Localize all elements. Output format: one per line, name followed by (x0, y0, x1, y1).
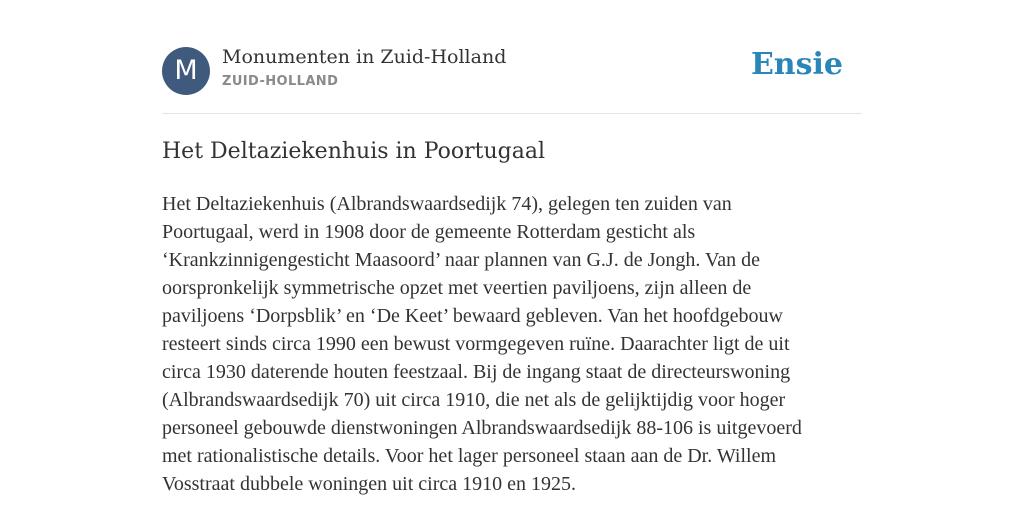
entry-card (162, 0, 862, 495)
source-avatar[interactable]: M (162, 47, 210, 95)
source-subtitle: ZUID-HOLLAND (222, 74, 339, 89)
ensie-logo[interactable]: Ensie (750, 47, 843, 82)
body-line: oorspronkelijk symmetrische opzet met veertien paviljoens, zijn alleen de (162, 277, 752, 299)
body-line: personeel gebouwde dienstwoningen Albrandswaardsedijk 88-106 is uitgevoerd (162, 417, 802, 439)
body-line: paviljoens ‘Dorpsblik’ en ‘De Keet’ bewaard gebleven. Van het hoofdgebouw (162, 305, 783, 327)
body-line: (Albrandswaardsedijk 70) uit circa 1910, die net als de gelijktijdig voor hoger (162, 389, 786, 411)
body-line: met rationalistische details. Voor het lager personeel staan aan de Dr. Willem (162, 445, 777, 467)
source-title[interactable]: Monumenten in Zuid-Holland (222, 46, 507, 68)
body-line: Poortugaal, werd in 1908 door de gemeente Rotterdam gesticht als (162, 221, 696, 243)
body-line: circa 1930 daterende houten feestzaal. Bij de ingang staat de directeurswoning (162, 361, 791, 383)
source-header (162, 0, 862, 114)
body-line: Vosstraat dubbele woningen uit circa 1910 en 1925. (162, 473, 576, 495)
page-title: Het Deltaziekenhuis in Poortugaal (162, 139, 545, 164)
body-line: ‘Krankzinnigengesticht Maasoord’ naar plannen van G.J. de Jongh. Van de (162, 249, 760, 271)
body-line: Het Deltaziekenhuis (Albrandswaardsedijk 74), gelegen ten zuiden van (162, 193, 732, 215)
body-line: resteert sinds circa 1990 een bewust vormgegeven ruïne. Daarachter ligt de uit (162, 333, 790, 355)
article-body (162, 190, 862, 498)
